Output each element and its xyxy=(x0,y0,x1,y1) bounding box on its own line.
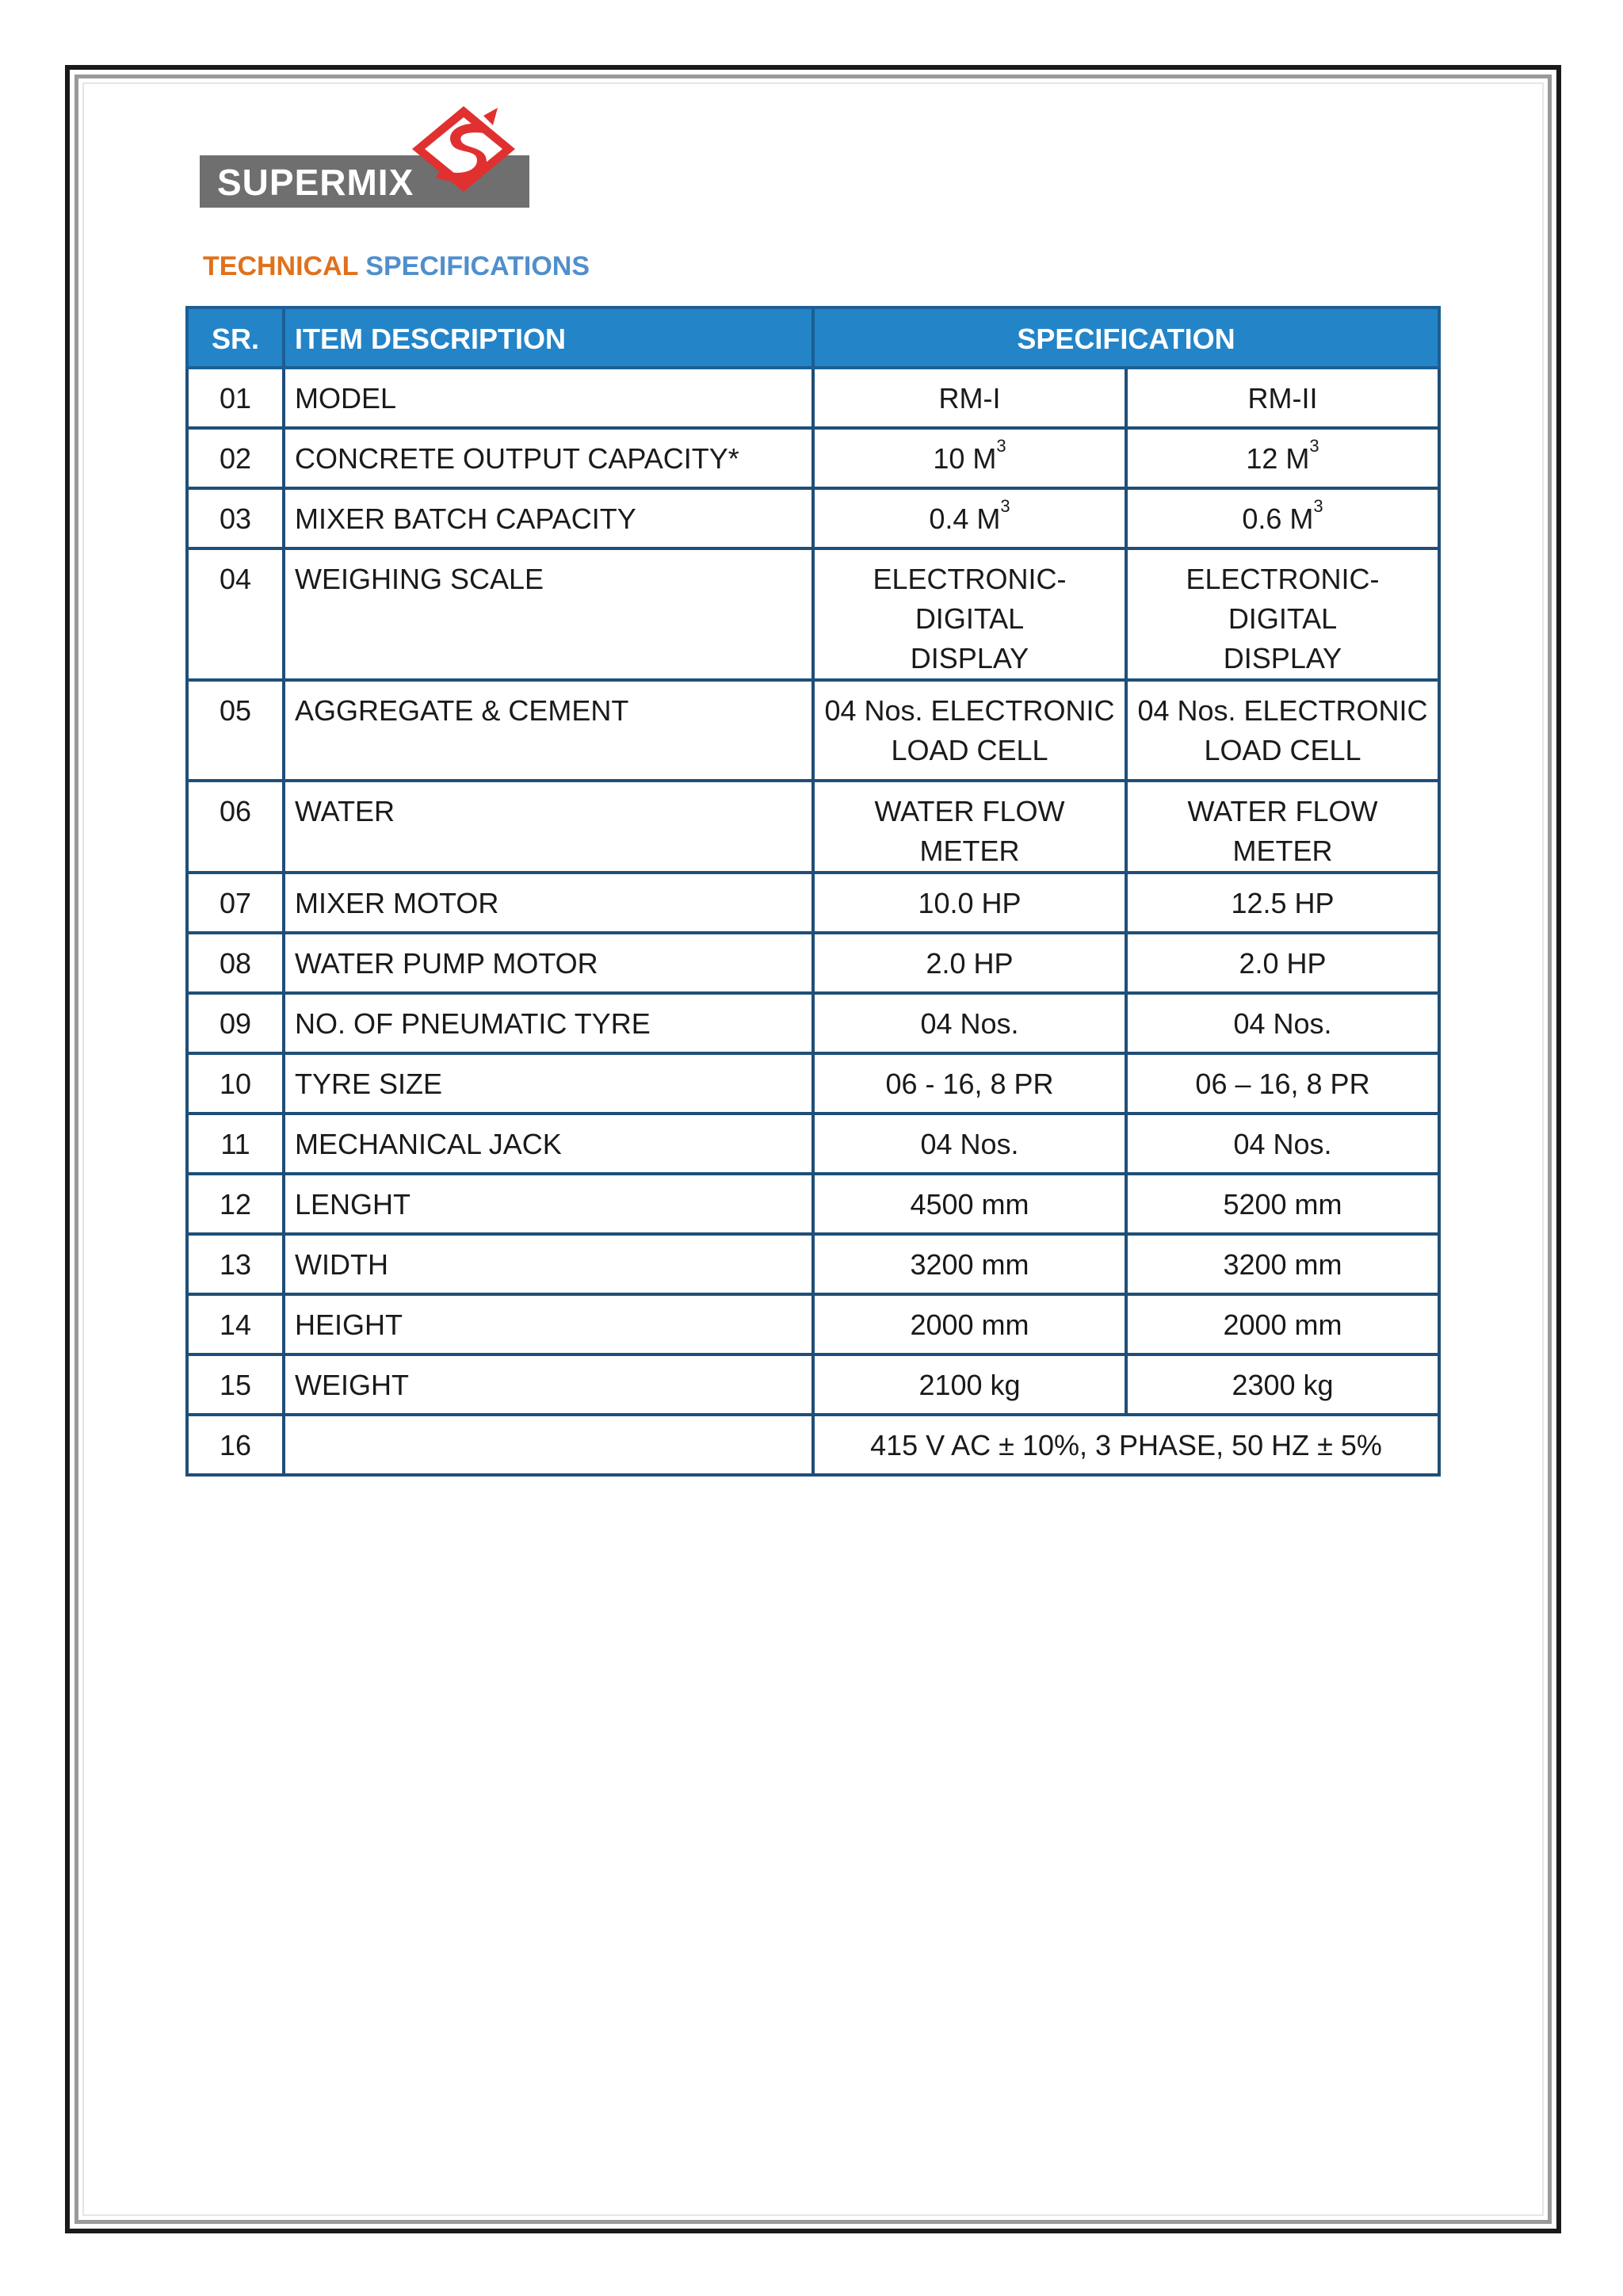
table-row xyxy=(187,873,1439,933)
cell-spec-a xyxy=(813,428,1126,488)
cell-sr: 09 xyxy=(187,993,284,1053)
cell-line: 04 Nos. ELECTRONIC xyxy=(824,694,1115,727)
cell-spec-a: 04 Nos. xyxy=(813,993,1126,1053)
cell-sr: 07 xyxy=(187,873,284,933)
cell-spec-a: 2000 mm xyxy=(813,1294,1126,1354)
table-row xyxy=(187,993,1439,1053)
cell-line: LOAD CELL xyxy=(891,734,1048,766)
cell-sr: 04 xyxy=(187,548,284,680)
table-row xyxy=(187,548,1439,680)
table-row xyxy=(187,680,1439,781)
table-row xyxy=(187,1053,1439,1114)
cell-spec-a xyxy=(813,548,1126,680)
cell-spec-b: 3200 mm xyxy=(1126,1234,1439,1294)
superscript: 3 xyxy=(1000,496,1010,516)
cell-value: 10 M xyxy=(933,442,997,475)
cell-spec-b: 2300 kg xyxy=(1126,1354,1439,1415)
cell-sr: 03 xyxy=(187,488,284,548)
cell-item: WATER xyxy=(284,781,813,873)
table-row xyxy=(187,1114,1439,1174)
cell-spec-b xyxy=(1126,548,1439,680)
cell-item: WATER PUMP MOTOR xyxy=(284,933,813,993)
cell-sr: 10 xyxy=(187,1053,284,1114)
cell-spec-b: 2000 mm xyxy=(1126,1294,1439,1354)
cell-item: AGGREGATE & CEMENT xyxy=(284,680,813,781)
cell-spec-b: 06 – 16, 8 PR xyxy=(1126,1053,1439,1114)
table-row xyxy=(187,1354,1439,1415)
cell-value: 0.4 M xyxy=(929,502,1001,535)
cell-spec-b: 12.5 HP xyxy=(1126,873,1439,933)
logo-s-mark-icon xyxy=(404,100,523,207)
cell-spec-a: 4500 mm xyxy=(813,1174,1126,1234)
superscript: 3 xyxy=(996,436,1006,456)
cell-spec-b: 04 Nos. xyxy=(1126,1114,1439,1174)
cell-sr: 16 xyxy=(187,1415,284,1475)
table-header-row xyxy=(187,308,1439,368)
cell-spec-b xyxy=(1126,488,1439,548)
cell-sr: 02 xyxy=(187,428,284,488)
cell-item: MECHANICAL JACK xyxy=(284,1114,813,1174)
header-item-description: ITEM DESCRIPTION xyxy=(284,308,813,368)
heading-specifications: SPECIFICATIONS xyxy=(365,251,590,281)
cell-line: DISPLAY xyxy=(1223,642,1342,674)
cell-sr: 06 xyxy=(187,781,284,873)
cell-sr: 01 xyxy=(187,368,284,428)
table-row xyxy=(187,1234,1439,1294)
table-row xyxy=(187,1294,1439,1354)
superscript: 3 xyxy=(1309,436,1319,456)
cell-spec-a: 06 - 16, 8 PR xyxy=(813,1053,1126,1114)
cell-spec-a: 3200 mm xyxy=(813,1234,1126,1294)
cell-item: LENGHT xyxy=(284,1174,813,1234)
logo-brand-name: SUPERMIX xyxy=(217,162,414,203)
cell-spec-a: WATER FLOW METER xyxy=(813,781,1126,873)
cell-sr: 05 xyxy=(187,680,284,781)
specification-table xyxy=(185,306,1441,1477)
cell-value: 0.6 M xyxy=(1242,502,1314,535)
cell-item: HEIGHT xyxy=(284,1294,813,1354)
table-row xyxy=(187,781,1439,873)
technical-specifications-heading xyxy=(203,247,590,285)
cell-spec-b: 04 Nos. xyxy=(1126,993,1439,1053)
cell-value: 12 M xyxy=(1246,442,1310,475)
cell-line: 04 Nos. ELECTRONIC xyxy=(1137,694,1428,727)
table-row xyxy=(187,1415,1439,1475)
table-row xyxy=(187,1174,1439,1234)
cell-spec-b xyxy=(1126,428,1439,488)
cell-sr: 11 xyxy=(187,1114,284,1174)
cell-spec-b xyxy=(1126,680,1439,781)
cell-model-b: RM-II xyxy=(1126,368,1439,428)
cell-item: TYRE SIZE xyxy=(284,1053,813,1114)
cell-spec-b: 5200 mm xyxy=(1126,1174,1439,1234)
header-specification: SPECIFICATION xyxy=(813,308,1439,368)
supermix-logo xyxy=(200,100,533,211)
table-row xyxy=(187,428,1439,488)
table-row xyxy=(187,368,1439,428)
cell-sr: 12 xyxy=(187,1174,284,1234)
cell-item xyxy=(284,1415,813,1475)
heading-technical: TECHNICAL xyxy=(203,251,358,281)
cell-line: LOAD CELL xyxy=(1204,734,1361,766)
cell-item: WEIGHT xyxy=(284,1354,813,1415)
cell-spec-a xyxy=(813,680,1126,781)
cell-spec-a: 04 Nos. xyxy=(813,1114,1126,1174)
cell-spec-a: 2.0 HP xyxy=(813,933,1126,993)
cell-spec-a: 10.0 HP xyxy=(813,873,1126,933)
cell-spec-b: WATER FLOW METER xyxy=(1126,781,1439,873)
cell-sr: 08 xyxy=(187,933,284,993)
cell-item: WIDTH xyxy=(284,1234,813,1294)
cell-sr: 15 xyxy=(187,1354,284,1415)
cell-line: ELECTRONIC-DIGITAL xyxy=(1186,563,1380,635)
cell-line: ELECTRONIC-DIGITAL xyxy=(873,563,1067,635)
table-row xyxy=(187,933,1439,993)
superscript: 3 xyxy=(1313,496,1323,516)
cell-spec-b: 2.0 HP xyxy=(1126,933,1439,993)
table-row xyxy=(187,488,1439,548)
cell-item: NO. OF PNEUMATIC TYRE xyxy=(284,993,813,1053)
cell-item: MODEL xyxy=(284,368,813,428)
cell-sr: 13 xyxy=(187,1234,284,1294)
cell-power-supply: 415 V AC ± 10%, 3 PHASE, 50 HZ ± 5% xyxy=(813,1415,1439,1475)
cell-sr: 14 xyxy=(187,1294,284,1354)
cell-item: CONCRETE OUTPUT CAPACITY* xyxy=(284,428,813,488)
cell-item: MIXER BATCH CAPACITY xyxy=(284,488,813,548)
cell-spec-a xyxy=(813,488,1126,548)
cell-line: DISPLAY xyxy=(910,642,1029,674)
cell-item: MIXER MOTOR xyxy=(284,873,813,933)
cell-model-a: RM-I xyxy=(813,368,1126,428)
cell-spec-a: 2100 kg xyxy=(813,1354,1126,1415)
cell-item: WEIGHING SCALE xyxy=(284,548,813,680)
header-sr: SR. xyxy=(187,308,284,368)
